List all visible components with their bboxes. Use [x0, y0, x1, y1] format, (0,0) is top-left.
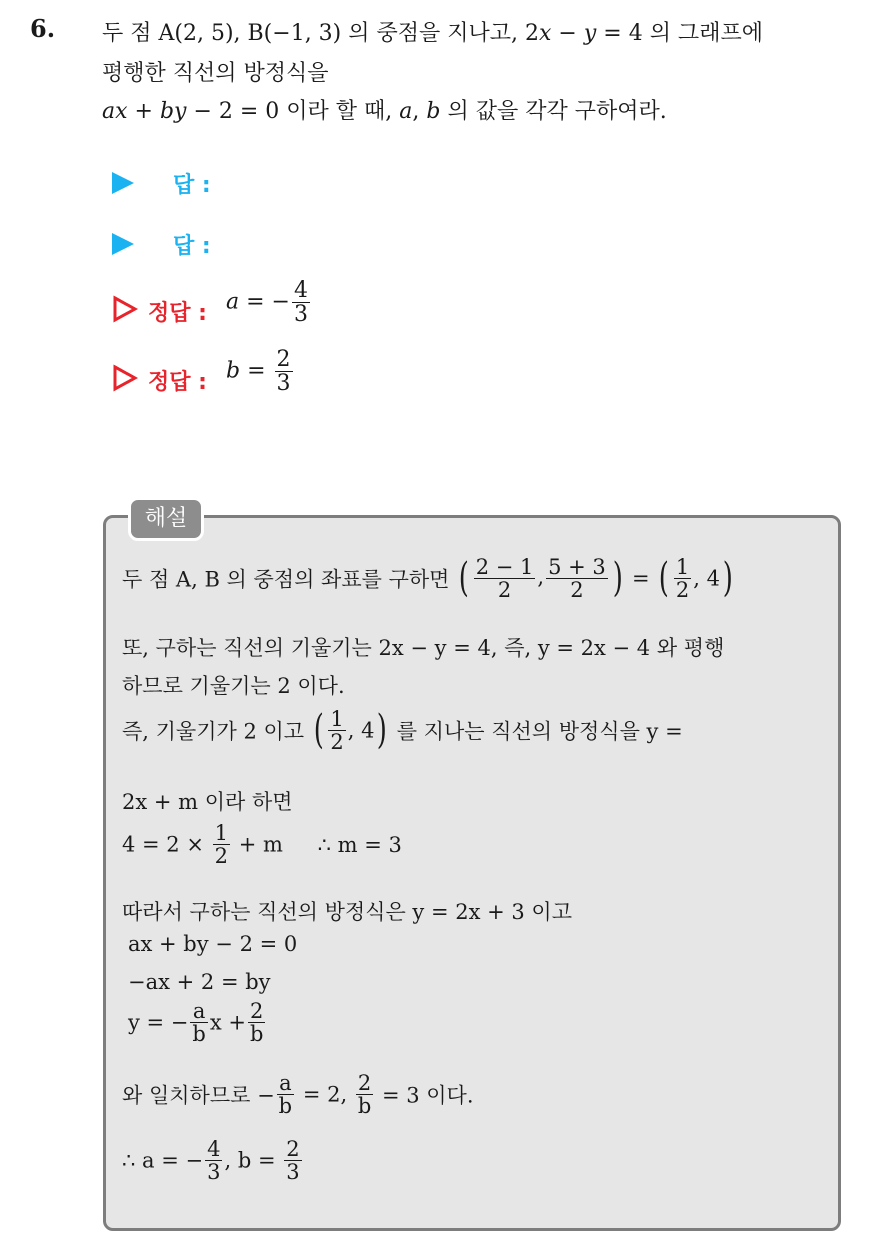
question-line-2: 평행한 직선의 방정식을 — [102, 61, 329, 86]
solution-line-1: 두 점 A, B 의 중점의 좌표를 구하면 ( $\frac{2 - 1}{2}$ , $\frac{5 + 3}{2}$ ) = ( $\frac{1}{2}$ , 4) — [122, 554, 733, 603]
answer-label-2: 답 : — [173, 234, 211, 259]
solution-line-9: −ax + 2 = by — [128, 970, 271, 994]
answer-marker-icon — [112, 233, 134, 255]
correct-label-1: 정답 : — [148, 301, 207, 326]
solution-line-7: 따라서 구하는 직선의 방정식은 y = 2x + 3 이고 — [122, 900, 572, 924]
solution-line-12: ∴ a = − $\frac{4}{3}$ , b = $\frac{2}{3}$ — [122, 1137, 300, 1185]
correct-label-2: 정답 : — [148, 370, 207, 395]
solution-line-10: y = − $\frac{a}{b}$ x + $\frac{2}{b}$ — [128, 999, 264, 1047]
correct-marker-icon — [112, 295, 138, 327]
solution-tab: 해설 — [128, 497, 204, 541]
correct-value-b: b = $\frac{2}{3}$ — [226, 347, 291, 397]
solution-box — [103, 515, 841, 1231]
question-line-1: 두 점 A(2, 5), B(−1, 3) 의 중점을 지나고, 2x − y = 4 의 그래프에 — [102, 21, 763, 46]
solution-line-8: ax + by − 2 = 0 — [128, 932, 298, 956]
solution-line-11: 와 일치하므로 − $\frac{a}{b}$ = 2, $\frac{2}{b}$ = 3 이다. — [122, 1071, 474, 1119]
solution-line-5: 2x + m 이라 하면 — [122, 790, 293, 814]
correct-value-a: a = − $\frac{4}{3}$ — [226, 278, 308, 328]
correct-marker-icon — [112, 364, 138, 396]
question-number: 6. — [30, 14, 56, 43]
solution-line-3: 하므로 기울기는 2 이다. — [122, 674, 345, 698]
solution-line-4: 즉, 기울기가 2 이고 ( $\frac{1}{2}$ , 4) 를 지나는 직선의 방정식을 y = — [122, 706, 683, 755]
solution-line-2: 또, 구하는 직선의 기울기는 2x − y = 4, 즉, y = 2x − 4 와 평행 — [122, 636, 725, 660]
solution-line-6: 4 = 2 × $\frac{1}{2}$ + m ∴ m = 3 — [122, 821, 402, 869]
answer-label-1: 답 : — [173, 173, 211, 198]
answer-marker-icon — [112, 172, 134, 194]
question-line-3: ax + by − 2 = 0 이라 할 때, a, b 의 값을 각각 구하여라. — [102, 99, 667, 124]
